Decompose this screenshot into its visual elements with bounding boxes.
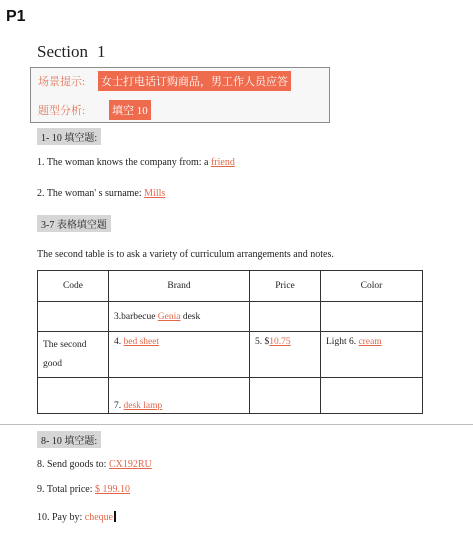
scene-label: 场景提示: xyxy=(38,76,86,88)
section-number: 1 xyxy=(97,42,106,61)
cell-color xyxy=(321,378,423,414)
table-intro: The second table is to ask a variety of curriculum arrangements and notes. xyxy=(37,249,334,260)
text-cursor xyxy=(114,511,116,522)
scene-text: 女士打电话订购商品，男工作人员应答 xyxy=(98,71,291,91)
q5-text: 5. $ xyxy=(255,337,270,347)
cell-price xyxy=(250,302,321,332)
q6-answer: cream xyxy=(358,337,382,347)
question-10 xyxy=(37,511,116,523)
question-10-answer[interactable]: cheque xyxy=(84,512,114,523)
cell-color xyxy=(321,332,423,378)
question-8-text: 8. Send goods to: xyxy=(37,459,109,470)
header-price: Price xyxy=(250,271,321,302)
scene-box xyxy=(30,67,330,123)
question-1 xyxy=(37,157,235,168)
question-9-answer: $ 199.10 xyxy=(95,484,130,495)
part3-heading: 8- 10 填空题: xyxy=(37,431,101,448)
analysis-label: 题型分析: xyxy=(38,105,86,117)
header-brand: Brand xyxy=(109,271,250,302)
section-word: Section xyxy=(37,42,88,61)
question-1-answer: friend xyxy=(210,157,235,168)
brand-table xyxy=(37,270,423,414)
table-header-row xyxy=(38,271,423,302)
code-line-2: good xyxy=(43,358,62,369)
q3-text: 3.barbecue xyxy=(114,311,158,322)
cell-brand xyxy=(109,302,250,332)
cell-code xyxy=(38,302,109,332)
q3-answer: Genia xyxy=(157,311,181,322)
cell-code xyxy=(38,378,109,414)
cell-code xyxy=(38,332,109,378)
q3-text-post: desk xyxy=(180,311,201,322)
question-9-text: 9. Total price: xyxy=(37,484,95,495)
cell-price xyxy=(250,332,321,378)
header-code: Code xyxy=(38,271,109,302)
q6-text: Light 6. xyxy=(326,337,359,347)
cell-price xyxy=(250,378,321,414)
table-row xyxy=(38,378,423,414)
part1-heading: 1- 10 填空题: xyxy=(37,128,101,145)
question-2-text: 2. The woman' s surname: xyxy=(37,188,145,199)
q4-answer: bed sheet xyxy=(123,337,160,347)
question-8 xyxy=(37,459,152,470)
q7-text: 7. xyxy=(114,401,124,411)
header-color: Color xyxy=(321,271,423,302)
analysis-text: 填空 10 xyxy=(109,100,151,120)
cell-brand xyxy=(109,378,250,414)
cell-color xyxy=(321,302,423,332)
divider xyxy=(0,424,473,425)
question-8-answer: CX192RU xyxy=(108,459,152,470)
question-1-text: 1. The woman knows the company from: a xyxy=(37,157,211,168)
cell-brand xyxy=(109,332,250,378)
page-label: P1 xyxy=(6,8,26,25)
q4-text: 4. xyxy=(114,337,124,347)
part2-heading: 3-7 表格填空题 xyxy=(37,215,111,232)
question-2 xyxy=(37,188,165,199)
question-2-answer: Mills xyxy=(144,188,166,199)
table-row xyxy=(38,332,423,378)
table-row xyxy=(38,302,423,332)
q7-answer: desk lamp xyxy=(123,401,163,411)
section-title xyxy=(37,42,106,62)
question-10-text: 10. Pay by: xyxy=(37,512,85,523)
code-line-1: The second xyxy=(43,339,87,350)
q5-answer: 10.75 xyxy=(269,337,291,347)
question-9 xyxy=(37,484,130,495)
